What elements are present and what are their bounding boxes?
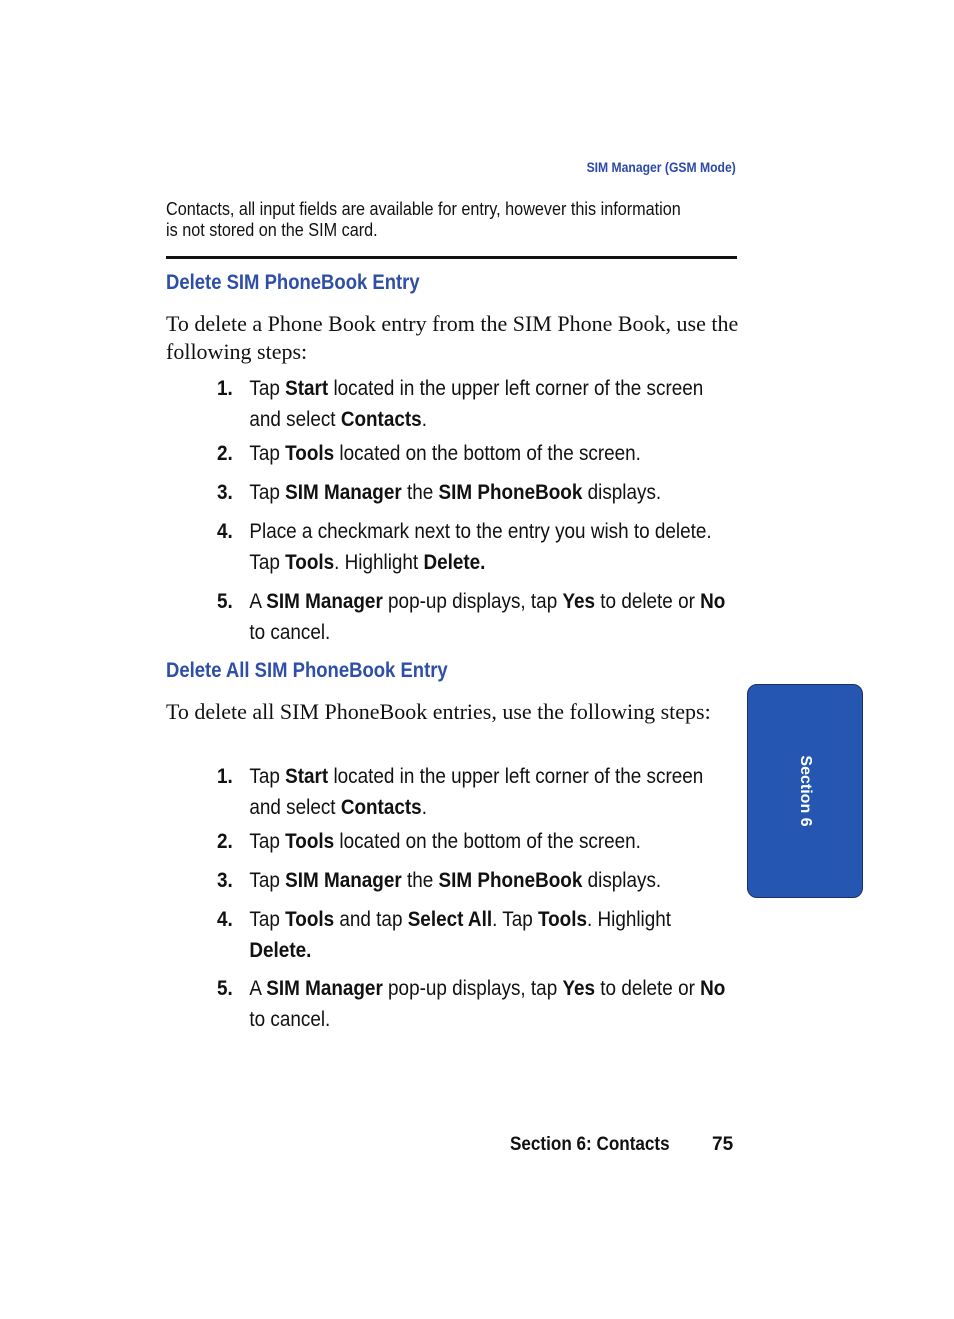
step-text: Tap Tools and tap Select All. Tap Tools. Highlight Delete.	[249, 908, 672, 962]
step-text: Tap SIM Manager the SIM PhoneBook displays.	[249, 481, 662, 504]
step-text: Tap Start located in the upper left corner of the screen and select Contacts.	[249, 377, 704, 431]
section-heading-delete-entry: Delete SIM PhoneBook Entry	[166, 271, 420, 294]
section-divider	[166, 256, 737, 259]
emphasis: Tools	[285, 830, 335, 853]
step-text: Tap Tools located on the bottom of the screen.	[249, 442, 641, 465]
emphasis: SIM Manager	[266, 977, 383, 1000]
emphasis: Tools	[285, 551, 335, 574]
section-heading-delete-all: Delete All SIM PhoneBook Entry	[166, 659, 448, 682]
intro-paragraph: Contacts, all input fields are available for entry, however this information is not stored on the SIM card.	[166, 199, 681, 240]
step-number: 3.	[217, 481, 233, 504]
step-number: 4.	[217, 520, 233, 543]
step-text: A SIM Manager pop-up displays, tap Yes to delete or No to cancel.	[249, 977, 726, 1031]
emphasis: Delete.	[423, 551, 486, 574]
step-number: 4.	[217, 908, 233, 931]
section-thumb-label: Section 6	[797, 755, 814, 827]
step-number: 1.	[217, 377, 233, 400]
step-text: Tap Tools located on the bottom of the screen.	[249, 830, 641, 853]
emphasis: Tools	[285, 908, 335, 931]
emphasis: SIM PhoneBook	[438, 481, 583, 504]
step-text: Place a checkmark next to the entry you wish to delete. Tap Tools. Highlight Delete.	[249, 520, 712, 574]
emphasis: Tools	[285, 442, 335, 465]
step-text: Tap Start located in the upper left corner of the screen and select Contacts.	[249, 765, 704, 819]
emphasis: SIM Manager	[266, 590, 383, 613]
step-number: 2.	[217, 442, 233, 465]
step-number: 5.	[217, 977, 233, 1000]
footer-section-label: Section 6: Contacts	[510, 1134, 670, 1155]
step-text: A SIM Manager pop-up displays, tap Yes to delete or No to cancel.	[249, 590, 726, 644]
emphasis: Select All	[407, 908, 493, 931]
emphasis: Delete.	[249, 939, 312, 962]
section-lead-delete-all: To delete all SIM PhoneBook entries, use the following steps:	[166, 699, 711, 724]
step-number: 5.	[217, 590, 233, 613]
page-number: 75	[712, 1134, 734, 1155]
emphasis: Start	[285, 765, 329, 788]
emphasis: Yes	[562, 977, 596, 1000]
emphasis: Yes	[562, 590, 596, 613]
running-header: SIM Manager (GSM Mode)	[586, 160, 736, 175]
section-lead-delete-entry: To delete a Phone Book entry from the SIM Phone Book, use the following steps:	[166, 311, 739, 364]
step-text: Tap SIM Manager the SIM PhoneBook displays.	[249, 869, 662, 892]
emphasis: No	[700, 590, 726, 613]
emphasis: No	[700, 977, 726, 1000]
emphasis: Contacts	[340, 408, 422, 431]
emphasis: SIM Manager	[285, 481, 402, 504]
emphasis: SIM PhoneBook	[438, 869, 583, 892]
emphasis: Start	[285, 377, 329, 400]
emphasis: Tools	[537, 908, 587, 931]
emphasis: SIM Manager	[285, 869, 402, 892]
step-number: 2.	[217, 830, 233, 853]
step-number: 1.	[217, 765, 233, 788]
step-number: 3.	[217, 869, 233, 892]
emphasis: Contacts	[340, 796, 422, 819]
